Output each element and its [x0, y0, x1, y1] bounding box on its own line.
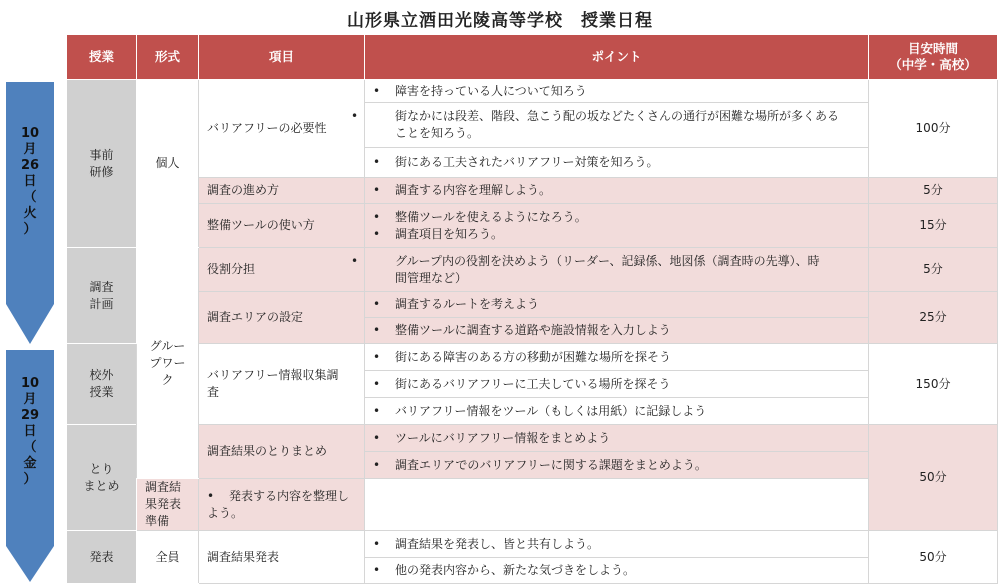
point-cell: • 調査結果を発表し、皆と共有しよう。: [365, 531, 869, 558]
point-cell: • 整備ツールに調査する道路や施設情報を入力しよう: [365, 318, 869, 344]
item-cell: 調査エリアの設定: [199, 292, 365, 344]
point-cell: • 街なかには段差、階段、急こう配の坂などたくさんの通行が困難な場所が多くある ことを知ろう。: [365, 103, 869, 148]
header-time-line2: （中学・高校）: [889, 57, 977, 72]
item-cell: 役割分担: [199, 248, 365, 292]
jugyo-cell: 校外 授業: [67, 344, 137, 425]
item-cell: バリアフリーの必要性: [199, 80, 365, 178]
date-arrow-oct29: [6, 350, 54, 582]
date-label-oct29: 10 月 29 日 （ 金 ）: [20, 376, 40, 487]
item-cell: 調査の進め方: [199, 178, 365, 204]
point-cell: • バリアフリー情報をツール（もしくは用紙）に記録しよう: [365, 398, 869, 425]
point-cell: • ツールにバリアフリー情報をまとめよう: [365, 425, 869, 452]
point-cell: • 街にある障害のある方の移動が困難な場所を探そう: [365, 344, 869, 371]
table-row: [67, 531, 998, 558]
point-cell: • 街にある工夫されたバリアフリー対策を知ろう。: [365, 148, 869, 178]
jugyo-cell: 発表: [67, 531, 137, 584]
header-keishiki: 形式: [137, 35, 199, 80]
point-cell: • 調査するルートを考えよう: [365, 292, 869, 318]
table-row: [67, 80, 998, 103]
point-cell: • グループ内の役割を決めよう（リーダー、記録係、地図係（調査時の先導）、時 間管理など）: [365, 248, 869, 292]
table-row: [67, 425, 998, 452]
jugyo-cell: とり まとめ: [67, 425, 137, 531]
time-cell: 25分: [869, 292, 998, 344]
point-cell: • 調査エリアでのバリアフリーに関する課題をまとめよう。: [365, 452, 869, 479]
table-row: [67, 344, 998, 371]
header-time: [869, 35, 998, 80]
time-cell: 50分: [869, 531, 998, 584]
point-cell: • 整備ツールを使えるようになろう。 • 調査項目を知ろう。: [365, 204, 869, 248]
schedule-table: [66, 34, 998, 584]
date-label-oct26: 10 月 26 日 （ 火 ）: [20, 126, 40, 237]
keishiki-cell: 全員: [137, 531, 199, 584]
header-jugyo: 授業: [67, 35, 137, 80]
keishiki-cell: 個人: [137, 80, 199, 248]
jugyo-cell: 調査 計画: [67, 248, 137, 344]
time-cell: 5分: [869, 178, 998, 204]
point-cell: • 調査する内容を理解しよう。: [365, 178, 869, 204]
point-cell: • 他の発表内容から、新たな気づきをしよう。: [365, 558, 869, 584]
page-title: 山形県立酒田光陵高等学校 授業日程: [347, 11, 653, 31]
time-cell: 15分: [869, 204, 998, 248]
time-cell: 100分: [869, 80, 998, 178]
table-row: [67, 479, 998, 531]
table-row: [67, 248, 998, 292]
table-row: [67, 178, 998, 204]
item-cell: バリアフリー情報収集調 査: [199, 344, 365, 425]
table-row: [67, 204, 998, 248]
item-cell: 調査結果発表準備: [137, 479, 199, 531]
table-row: [67, 292, 998, 318]
header-row: [67, 35, 998, 80]
keishiki-cell: グルー プワー ク: [137, 248, 199, 479]
item-cell: 整備ツールの使い方: [199, 204, 365, 248]
point-cell: • 街にあるバリアフリーに工夫している場所を探そう: [365, 371, 869, 398]
jugyo-cell: 事前 研修: [67, 80, 137, 248]
point-cell: • 発表する内容を整理しよう。: [199, 479, 365, 531]
date-arrow-oct26: [6, 82, 54, 344]
header-komoku: 項目: [199, 35, 365, 80]
item-cell: 調査結果発表: [199, 531, 365, 584]
point-cell: • 障害を持っている人について知ろう: [365, 80, 869, 103]
header-point: ポイント: [365, 35, 869, 80]
time-cell: 5分: [869, 248, 998, 292]
time-cell: 50分: [869, 425, 998, 531]
item-cell: 調査結果のとりまとめ: [199, 425, 365, 479]
time-cell: 150分: [869, 344, 998, 425]
header-time-line1: 目安時間: [907, 41, 958, 56]
